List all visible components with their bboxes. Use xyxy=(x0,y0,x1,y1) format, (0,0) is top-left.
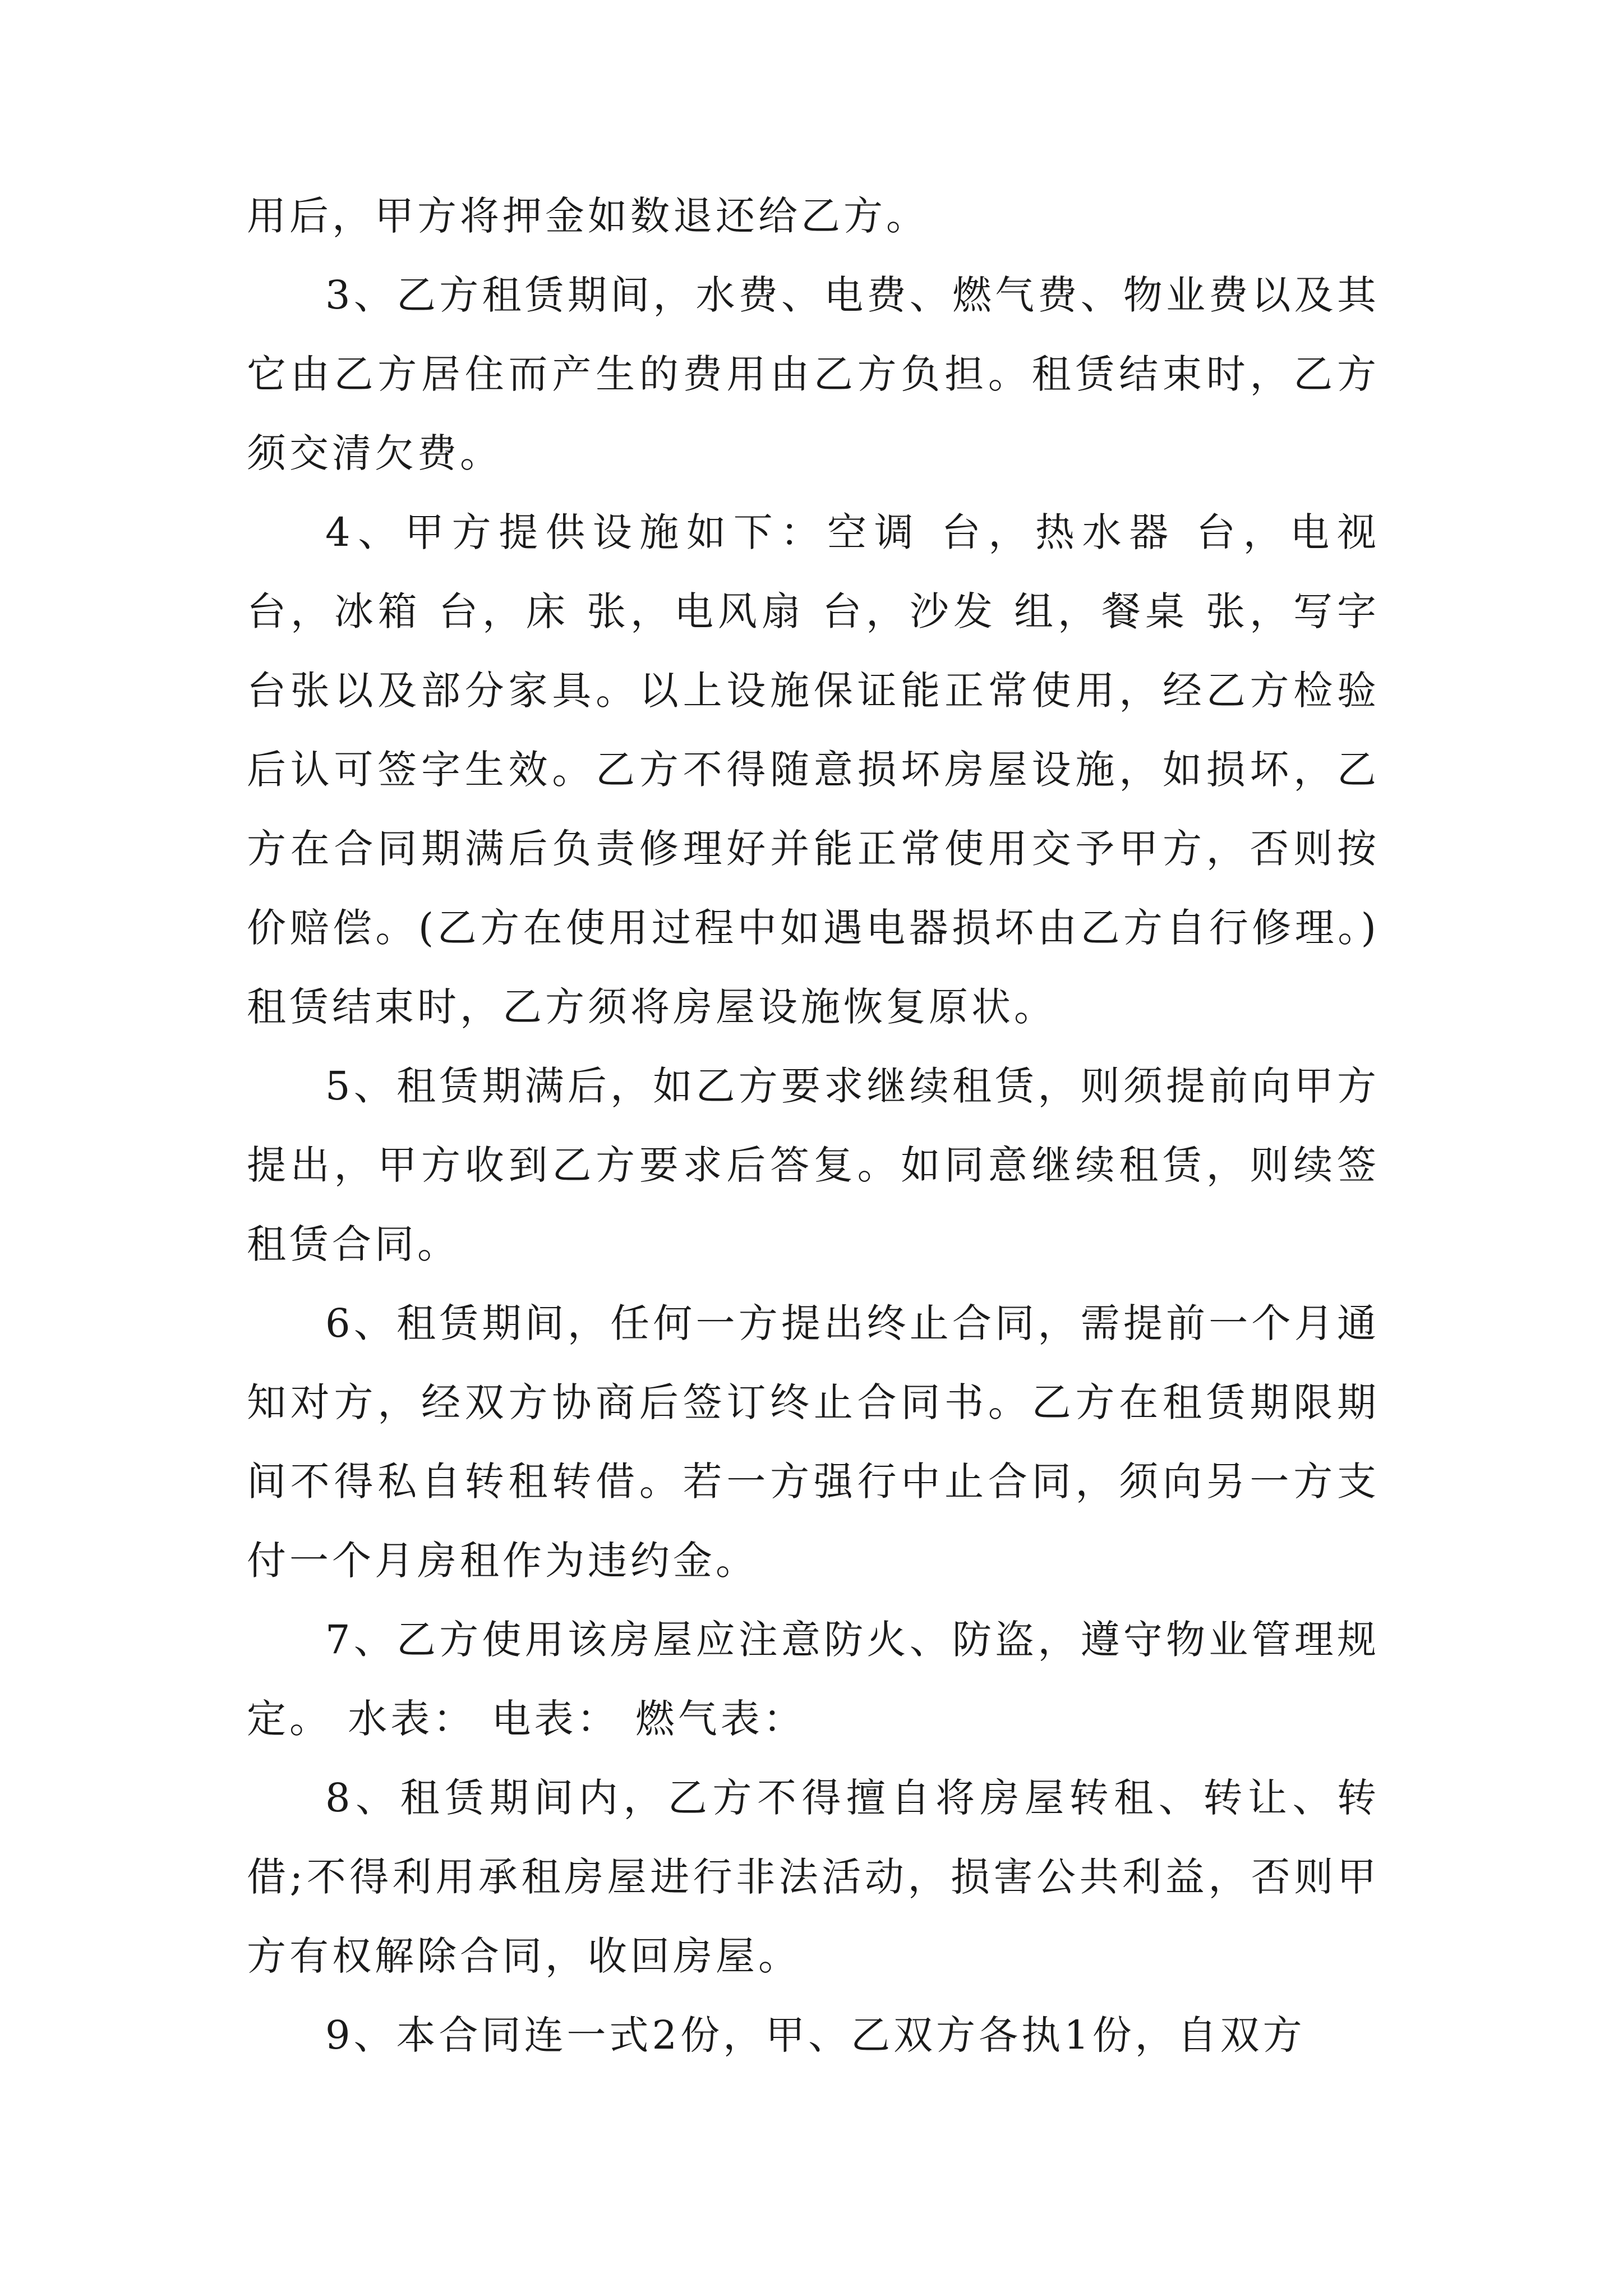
paragraph-clause-4: 4、甲方提供设施如下：空调 台，热水器 台，电视 台，冰箱 台，床 张，电风扇 台，沙发 组，餐桌 张，写字台张以及部分家具。以上设施保证能正常使用，经乙方检验后认可签字生效。乙方不得随意损坏房屋设施，如损坏，乙方在合同期满后负责修理好并能正常使用交予甲方，否则按价赔偿。(乙方在使用过程中如遇电器损坏由乙方自行修理。)租赁结束时，乙方须将房屋设施恢复原状。 xyxy=(247,509,1380,1030)
paragraph-continuation: 用后，甲方将押金如数退还给乙方。 xyxy=(247,193,929,239)
paragraph-clause-3: 3、乙方租赁期间，水费、电费、燃气费、物业费以及其它由乙方居住而产生的费用由乙方负担。租赁结束时，乙方须交清欠费。 xyxy=(247,272,1380,476)
paragraph-clause-6: 6、租赁期间，任何一方提出终止合同，需提前一个月通知对方，经双方协商后签订终止合同书。乙方在租赁期限期间不得私自转租转借。若一方强行中止合同，须向另一方支付一个月房租作为违约金。 xyxy=(247,1300,1380,1584)
paragraph-clause-9: 9、本合同连一式2份，甲、乙双方各执1份，自双方 xyxy=(325,2012,1306,2058)
paragraph-clause-8: 8、租赁期间内，乙方不得擅自将房屋转租、转让、转借;不得利用承租房屋进行非法活动，损害公共利益，否则甲方有权解除合同，收回房屋。 xyxy=(247,1775,1380,1979)
paragraph-clause-5: 5、租赁期满后，如乙方要求继续租赁，则须提前向甲方提出，甲方收到乙方要求后答复。如同意继续租赁，则续签租赁合同。 xyxy=(247,1063,1380,1267)
contract-body xyxy=(247,177,1380,2075)
paragraph-clause-7: 7、乙方使用该房屋应注意防火、防盗，遵守物业管理规定。 水表： 电表： 燃气表： xyxy=(247,1617,1380,1742)
